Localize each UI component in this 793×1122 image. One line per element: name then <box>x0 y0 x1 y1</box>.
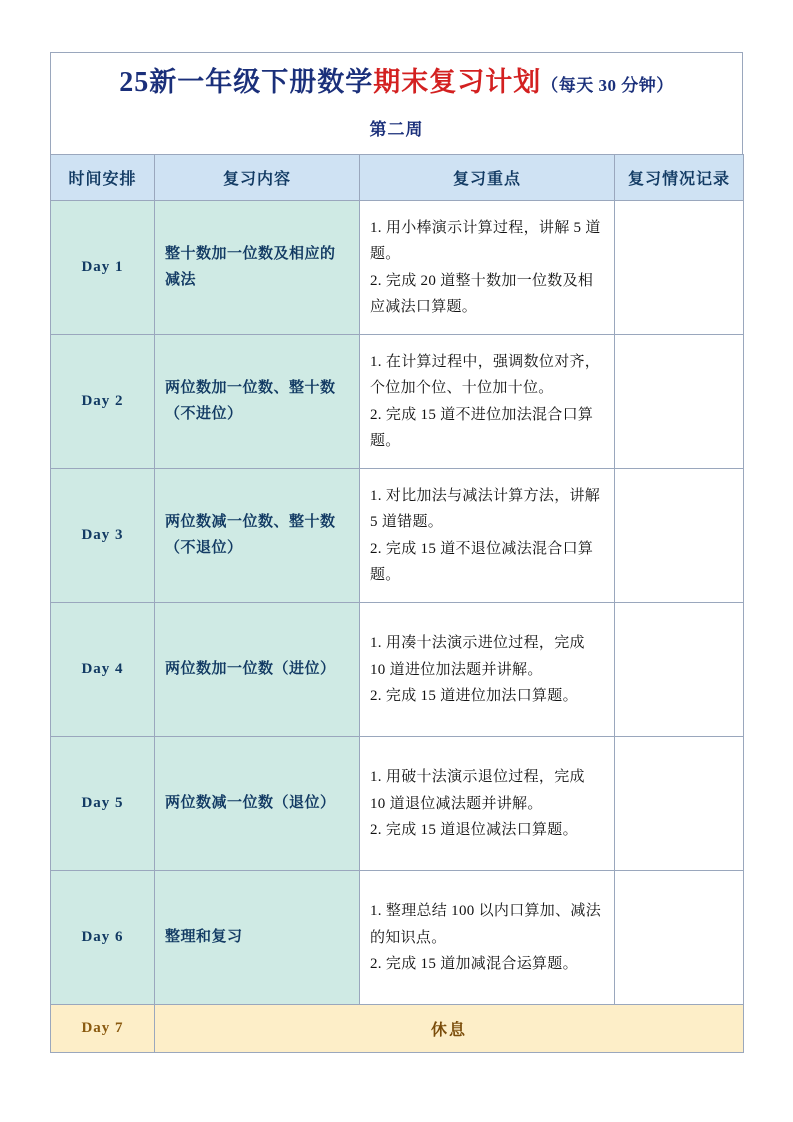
focus-line: 2. 完成 15 道不退位减法混合口算题。 <box>370 540 594 583</box>
row-day: Day 5 <box>51 737 155 871</box>
row-record[interactable] <box>615 871 744 1005</box>
row-focus <box>360 871 615 1005</box>
title-highlight: 期末复习计划 <box>373 67 542 97</box>
row-focus <box>360 335 615 469</box>
focus-line: 1. 在计算过程中，强调数位对齐，个位加个位、十位加十位。 <box>370 354 601 397</box>
table-body <box>51 201 744 1053</box>
focus-line: 1. 整理总结 100 以内口算加、减法的知识点。 <box>370 903 602 946</box>
focus-line: 1. 用小棒演示计算过程，讲解 5 道题。 <box>370 220 601 263</box>
row-record[interactable] <box>615 737 744 871</box>
rest-label: 休息 <box>155 1005 744 1053</box>
header-focus: 复习重点 <box>360 155 615 201</box>
row-topic: 两位数加一位数（进位） <box>155 603 360 737</box>
header-record: 复习情况记录 <box>615 155 744 201</box>
focus-line: 2. 完成 20 道整十数加一位数及相应减法口算题。 <box>370 272 594 315</box>
table-row <box>51 603 744 737</box>
rest-row <box>51 1005 744 1053</box>
row-focus <box>360 469 615 603</box>
table-row <box>51 201 744 335</box>
row-topic: 整理和复习 <box>155 871 360 1005</box>
table-row <box>51 469 744 603</box>
row-record[interactable] <box>615 201 744 335</box>
title-block <box>50 52 743 154</box>
focus-line: 2. 完成 15 道不进位加法混合口算题。 <box>370 406 594 449</box>
row-day: Day 3 <box>51 469 155 603</box>
focus-line: 1. 用凑十法演示进位过程，完成 10 道进位加法题并讲解。 <box>370 635 585 678</box>
header-row <box>51 155 744 201</box>
focus-line: 2. 完成 15 道进位加法口算题。 <box>370 687 578 704</box>
focus-line: 1. 对比加法与减法计算方法，讲解 5 道错题。 <box>370 488 601 531</box>
table-row <box>51 737 744 871</box>
review-plan-table <box>50 154 744 1053</box>
row-focus <box>360 737 615 871</box>
row-day: Day 4 <box>51 603 155 737</box>
row-focus <box>360 603 615 737</box>
row-day: Day 1 <box>51 201 155 335</box>
focus-line: 1. 用破十法演示退位过程，完成 10 道退位减法题并讲解。 <box>370 769 585 812</box>
row-day: Day 2 <box>51 335 155 469</box>
table-header <box>51 155 744 201</box>
focus-line: 2. 完成 15 道加减混合运算题。 <box>370 955 578 972</box>
row-record[interactable] <box>615 603 744 737</box>
title-main: 新一年级下册数学 <box>149 67 374 97</box>
document-title <box>61 67 732 99</box>
focus-line: 2. 完成 15 道退位减法口算题。 <box>370 821 578 838</box>
title-note: （每天 30 分钟） <box>541 76 674 95</box>
table-row <box>51 871 744 1005</box>
rest-day: Day 7 <box>51 1005 155 1053</box>
row-day: Day 6 <box>51 871 155 1005</box>
row-record[interactable] <box>615 469 744 603</box>
row-topic: 两位数减一位数（退位） <box>155 737 360 871</box>
row-topic: 两位数减一位数、整十数（不退位） <box>155 469 360 603</box>
row-topic: 整十数加一位数及相应的减法 <box>155 201 360 335</box>
row-topic: 两位数加一位数、整十数（不进位） <box>155 335 360 469</box>
header-time: 时间安排 <box>51 155 155 201</box>
title-number: 25 <box>119 67 150 98</box>
document-subtitle: 第二周 <box>369 120 424 140</box>
header-content: 复习内容 <box>155 155 360 201</box>
plan-document <box>50 52 743 1053</box>
row-record[interactable] <box>615 335 744 469</box>
row-focus <box>360 201 615 335</box>
table-row <box>51 335 744 469</box>
